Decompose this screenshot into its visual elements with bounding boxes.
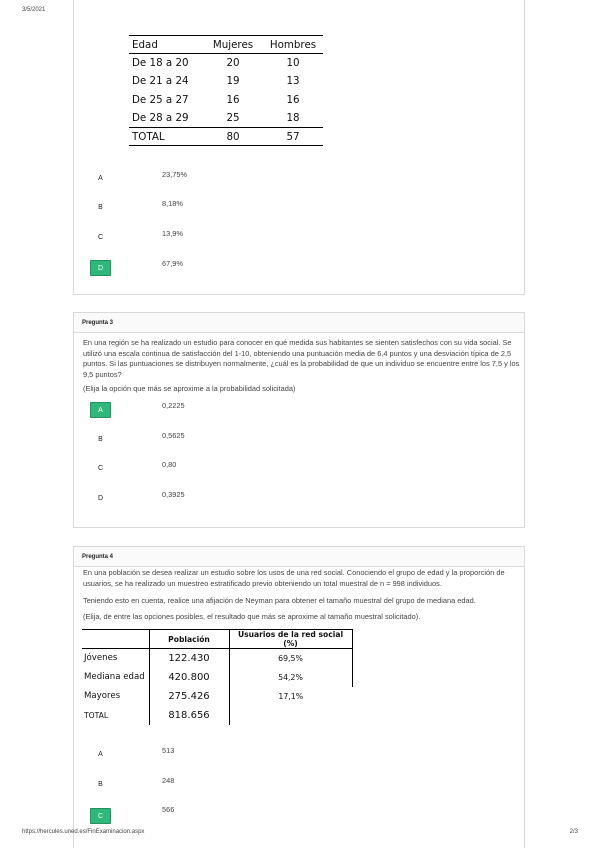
table-header-cell: Hombres (263, 36, 323, 54)
option-letter[interactable]: B (98, 436, 103, 443)
table-cell: De 21 a 24 (132, 75, 189, 88)
answer-option-c[interactable] (74, 806, 524, 826)
table-cell: 80 (203, 127, 263, 145)
print-date: 3/5/2021 (22, 7, 46, 13)
table-cell: De 18 a 20 (132, 57, 189, 70)
table-header-cell: Población (149, 630, 229, 649)
table-total-row (82, 706, 352, 725)
table-cell: TOTAL (84, 710, 109, 720)
answer-option-b[interactable] (74, 777, 524, 797)
table-cell: 18 (286, 112, 300, 124)
answer-option-c[interactable] (74, 230, 524, 250)
option-value: 566 (162, 805, 175, 814)
option-value: 23,75% (162, 170, 188, 179)
question-card-previous (73, 0, 525, 295)
table-cell: De 28 a 29 (132, 112, 189, 124)
table-cell: 19 (226, 75, 240, 88)
option-value: 13,9% (162, 229, 183, 238)
question-note: (Elija, de entre las opciones posibles, el resultado que más se aproxime al tamaño muestral solicitado). (83, 612, 421, 621)
option-letter[interactable]: B (98, 781, 103, 788)
table-cell (229, 706, 352, 725)
table-cell: 275.426 (149, 687, 229, 706)
table-cell: TOTAL (129, 127, 203, 145)
population-table (82, 629, 353, 725)
table-row (129, 54, 323, 72)
option-letter[interactable]: B (98, 204, 103, 211)
print-page-number: 2/3 (569, 829, 578, 835)
option-value: 0,80 (162, 460, 177, 469)
table-cell: 69,5% (229, 649, 352, 668)
option-letter[interactable]: D (97, 495, 104, 502)
table-cell: 17,1% (278, 691, 304, 701)
answer-option-a[interactable] (74, 171, 524, 191)
table-cell: 57 (263, 127, 323, 145)
table-cell: 10 (286, 57, 300, 70)
option-letter-correct[interactable]: D (90, 260, 111, 276)
question-title: Pregunta 4 (74, 547, 524, 567)
question-text: En una región se ha realizado un estudio para conocer en qué medida sus habitantes se sienten satisfechos con su vida social. Se utilizó una escala continua de satisfacción del 1-10, obteniendo una puntuación media de 6,4 puntos y una desviación típica de 2,5 puntos. Si las puntuaciones se distribuyen normalmente, ¿cuál es la probabilidad de que un individuo se encuentre entre los 7,5 y los 9,5 puntos? (83, 338, 520, 379)
table-total-row (129, 127, 323, 145)
question-text: Teniendo esto en cuenta, realice una afijación de Neyman para obtener el tamaño muestral del grupo de mediana edad. (83, 596, 476, 605)
answer-option-b[interactable] (74, 432, 524, 452)
table-cell: 20 (226, 57, 240, 70)
option-value: 0,2225 (162, 401, 185, 410)
table-header-cell: Usuarios de la red social (%) (229, 630, 352, 649)
answer-option-b[interactable] (74, 200, 524, 220)
table-cell: 13 (286, 75, 300, 88)
table-cell: 16 (286, 93, 300, 106)
table-header-row (82, 630, 352, 649)
table-header-cell: Edad (129, 36, 203, 54)
answer-option-d[interactable] (74, 491, 524, 511)
option-letter[interactable]: A (98, 751, 103, 758)
table-row (129, 72, 323, 90)
table-cell: Mayores (84, 691, 121, 701)
table-row (129, 91, 323, 109)
question-text: En una población se desea realizar un estudio sobre los usos de una red social. Conociendo el grupo de edad y la proporción de usuarios, se ha realizado un muestreo estratificado previo obteniendo un total muestral de n = 998 individuos. (83, 568, 505, 588)
table-row (82, 668, 352, 687)
age-gender-table (129, 35, 323, 146)
option-letter-correct[interactable]: A (90, 402, 111, 418)
question-note: (Elija la opción que más se aproxime a la probabilidad solicitada) (83, 384, 296, 393)
question-card-4 (73, 546, 525, 848)
table-row (129, 109, 323, 127)
print-url: https://hercules.uned.es/FinExaminacion.aspx (22, 829, 145, 835)
answer-option-a[interactable] (74, 402, 524, 422)
table-row (82, 649, 352, 668)
option-letter[interactable]: C (97, 465, 104, 472)
option-value: 248 (162, 776, 175, 785)
option-value: 513 (162, 746, 175, 755)
table-cell: 16 (226, 93, 240, 106)
table-cell: Mediana edad (84, 672, 145, 682)
table-row (82, 687, 352, 706)
table-cell: Jóvenes (84, 653, 118, 664)
table-cell: De 25 a 27 (132, 93, 189, 106)
answer-option-d[interactable] (74, 260, 524, 280)
table-cell: 818.656 (149, 706, 229, 725)
option-letter[interactable]: C (97, 234, 104, 241)
option-value: 8,18% (162, 199, 183, 208)
table-cell: 420.800 (149, 668, 229, 687)
table-cell: 54,2% (229, 668, 352, 687)
table-header-row (129, 36, 323, 54)
option-value: 0,3925 (162, 490, 185, 499)
question-card-3 (73, 312, 525, 528)
question-title: Pregunta 3 (74, 313, 524, 333)
answer-option-c[interactable] (74, 461, 524, 481)
table-header-cell (82, 630, 149, 649)
option-letter[interactable]: A (98, 175, 103, 182)
table-cell: 25 (226, 112, 240, 124)
option-letter-correct[interactable]: C (90, 808, 111, 824)
table-header-cell: Mujeres (203, 36, 263, 54)
table-cell: 122.430 (149, 649, 229, 668)
option-value: 67,9% (162, 259, 183, 268)
option-value: 0,5625 (162, 431, 185, 440)
answer-option-a[interactable] (74, 747, 524, 767)
